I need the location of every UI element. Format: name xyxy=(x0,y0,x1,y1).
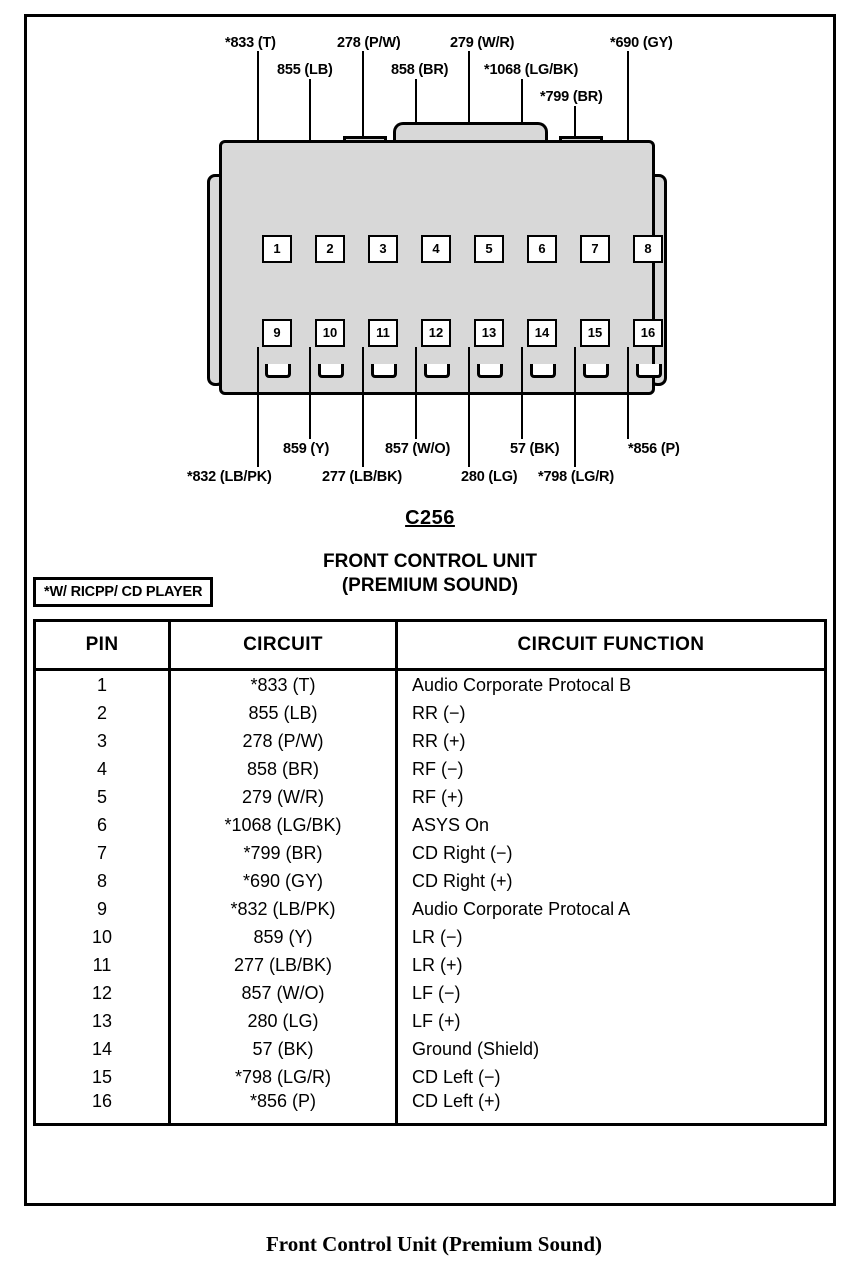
connector-body xyxy=(207,122,667,402)
pin-box-11: 11 xyxy=(368,319,398,347)
header-circuit: CIRCUIT xyxy=(170,621,397,670)
bottom-label-14: 57 (BK) xyxy=(510,441,560,457)
table-row xyxy=(35,727,826,755)
cell-pin: 13 xyxy=(35,1007,170,1035)
cell-function: RF (−) xyxy=(397,755,826,783)
cell-function: Ground (Shield) xyxy=(397,1035,826,1063)
bottom-label-10: 859 (Y) xyxy=(283,441,330,457)
cell-circuit: *832 (LB/PK) xyxy=(170,895,397,923)
bottom-label-15: *798 (LG/R) xyxy=(538,469,614,485)
cell-circuit: 859 (Y) xyxy=(170,923,397,951)
cell-circuit: 278 (P/W) xyxy=(170,727,397,755)
cell-circuit: 857 (W/O) xyxy=(170,979,397,1007)
table-row xyxy=(35,867,826,895)
table-row xyxy=(35,1063,826,1091)
pin-box-13: 13 xyxy=(474,319,504,347)
cell-function: RR (+) xyxy=(397,727,826,755)
pin-box-14: 14 xyxy=(527,319,557,347)
cell-function: LR (−) xyxy=(397,923,826,951)
cell-function: ASYS On xyxy=(397,811,826,839)
bottom-label-16: *856 (P) xyxy=(628,441,680,457)
top-label-4: 858 (BR) xyxy=(391,62,449,78)
cell-circuit: 57 (BK) xyxy=(170,1035,397,1063)
footnote-box: *W/ RICPP/ CD PLAYER xyxy=(33,577,213,607)
cell-function: CD Right (+) xyxy=(397,867,826,895)
table-row xyxy=(35,979,826,1007)
pin-box-10: 10 xyxy=(315,319,345,347)
cell-pin: 16 xyxy=(35,1091,170,1125)
cell-circuit: *833 (T) xyxy=(170,670,397,700)
cell-circuit: *690 (GY) xyxy=(170,867,397,895)
figure-border xyxy=(24,14,836,1206)
cell-pin: 1 xyxy=(35,670,170,700)
leader-line-9 xyxy=(257,347,259,467)
bottom-label-9: *832 (LB/PK) xyxy=(187,469,272,485)
connector-notch-8 xyxy=(636,364,662,378)
pin-box-5: 5 xyxy=(474,235,504,263)
table-row xyxy=(35,811,826,839)
connector-notch-7 xyxy=(583,364,609,378)
cell-function: CD Left (+) xyxy=(397,1091,826,1125)
leader-line-14 xyxy=(521,347,523,439)
leader-line-11 xyxy=(362,347,364,467)
connector-id: C256 xyxy=(405,507,455,529)
top-label-7: *799 (BR) xyxy=(540,89,603,105)
cell-pin: 4 xyxy=(35,755,170,783)
table-row xyxy=(35,755,826,783)
cell-pin: 11 xyxy=(35,951,170,979)
leader-line-15 xyxy=(574,347,576,467)
table-row xyxy=(35,1007,826,1035)
connector-diagram xyxy=(27,17,833,617)
table-row xyxy=(35,923,826,951)
connector-notch-2 xyxy=(318,364,344,378)
cell-function: RR (−) xyxy=(397,699,826,727)
connector-notch-5 xyxy=(477,364,503,378)
pin-box-1: 1 xyxy=(262,235,292,263)
cell-circuit: 858 (BR) xyxy=(170,755,397,783)
pin-box-9: 9 xyxy=(262,319,292,347)
cell-circuit: *798 (LG/R) xyxy=(170,1063,397,1091)
cell-pin: 2 xyxy=(35,699,170,727)
cell-pin: 7 xyxy=(35,839,170,867)
table-row xyxy=(35,951,826,979)
cell-function: Audio Corporate Protocal B xyxy=(397,670,826,700)
cell-circuit: 280 (LG) xyxy=(170,1007,397,1035)
pin-box-3: 3 xyxy=(368,235,398,263)
cell-pin: 5 xyxy=(35,783,170,811)
pin-box-6: 6 xyxy=(527,235,557,263)
pin-box-12: 12 xyxy=(421,319,451,347)
leader-line-13 xyxy=(468,347,470,467)
unit-title-line2: (PREMIUM SOUND) xyxy=(341,575,519,596)
cell-circuit: *856 (P) xyxy=(170,1091,397,1125)
cell-pin: 12 xyxy=(35,979,170,1007)
table-header-row xyxy=(35,621,826,670)
pin-box-8: 8 xyxy=(633,235,663,263)
table-row xyxy=(35,1091,826,1125)
pin-box-4: 4 xyxy=(421,235,451,263)
table-row xyxy=(35,699,826,727)
pin-box-7: 7 xyxy=(580,235,610,263)
cell-circuit: *799 (BR) xyxy=(170,839,397,867)
table-row xyxy=(35,1035,826,1063)
pin-box-2: 2 xyxy=(315,235,345,263)
cell-function: LF (+) xyxy=(397,1007,826,1035)
cell-circuit: 855 (LB) xyxy=(170,699,397,727)
top-label-6: *1068 (LG/BK) xyxy=(484,62,579,78)
top-label-5: 279 (W/R) xyxy=(450,35,515,51)
top-label-1: *833 (T) xyxy=(225,35,276,51)
cell-function: RF (+) xyxy=(397,783,826,811)
bottom-label-11: 277 (LB/BK) xyxy=(322,469,402,485)
cell-circuit: *1068 (LG/BK) xyxy=(170,811,397,839)
figure-caption: Front Control Unit (Premium Sound) xyxy=(265,1232,603,1256)
leader-line-12 xyxy=(415,347,417,439)
table-row xyxy=(35,839,826,867)
bottom-label-13: 280 (LG) xyxy=(461,469,518,485)
cell-pin: 9 xyxy=(35,895,170,923)
connector-notch-3 xyxy=(371,364,397,378)
cell-function: LF (−) xyxy=(397,979,826,1007)
top-label-2: 855 (LB) xyxy=(277,62,333,78)
table-row xyxy=(35,783,826,811)
bottom-label-12: 857 (W/O) xyxy=(385,441,451,457)
connector-notch-6 xyxy=(530,364,556,378)
connector-notch-4 xyxy=(424,364,450,378)
cell-pin: 3 xyxy=(35,727,170,755)
table-row xyxy=(35,670,826,700)
cell-pin: 15 xyxy=(35,1063,170,1091)
top-label-3: 278 (P/W) xyxy=(337,35,401,51)
cell-pin: 10 xyxy=(35,923,170,951)
unit-title-line1: FRONT CONTROL UNIT xyxy=(323,551,537,572)
cell-pin: 6 xyxy=(35,811,170,839)
cell-pin: 14 xyxy=(35,1035,170,1063)
table-row xyxy=(35,895,826,923)
top-label-8: *690 (GY) xyxy=(610,35,673,51)
cell-circuit: 277 (LB/BK) xyxy=(170,951,397,979)
cell-function: Audio Corporate Protocal A xyxy=(397,895,826,923)
header-function: CIRCUIT FUNCTION xyxy=(397,621,826,670)
connector-notch-1 xyxy=(265,364,291,378)
cell-circuit: 279 (W/R) xyxy=(170,783,397,811)
pin-table xyxy=(33,619,827,1126)
cell-function: CD Right (−) xyxy=(397,839,826,867)
cell-function: LR (+) xyxy=(397,951,826,979)
pin-box-16: 16 xyxy=(633,319,663,347)
leader-line-16 xyxy=(627,347,629,439)
cell-pin: 8 xyxy=(35,867,170,895)
leader-line-10 xyxy=(309,347,311,439)
cell-function: CD Left (−) xyxy=(397,1063,826,1091)
connector-shell xyxy=(219,140,655,395)
pin-box-15: 15 xyxy=(580,319,610,347)
header-pin: PIN xyxy=(35,621,170,670)
